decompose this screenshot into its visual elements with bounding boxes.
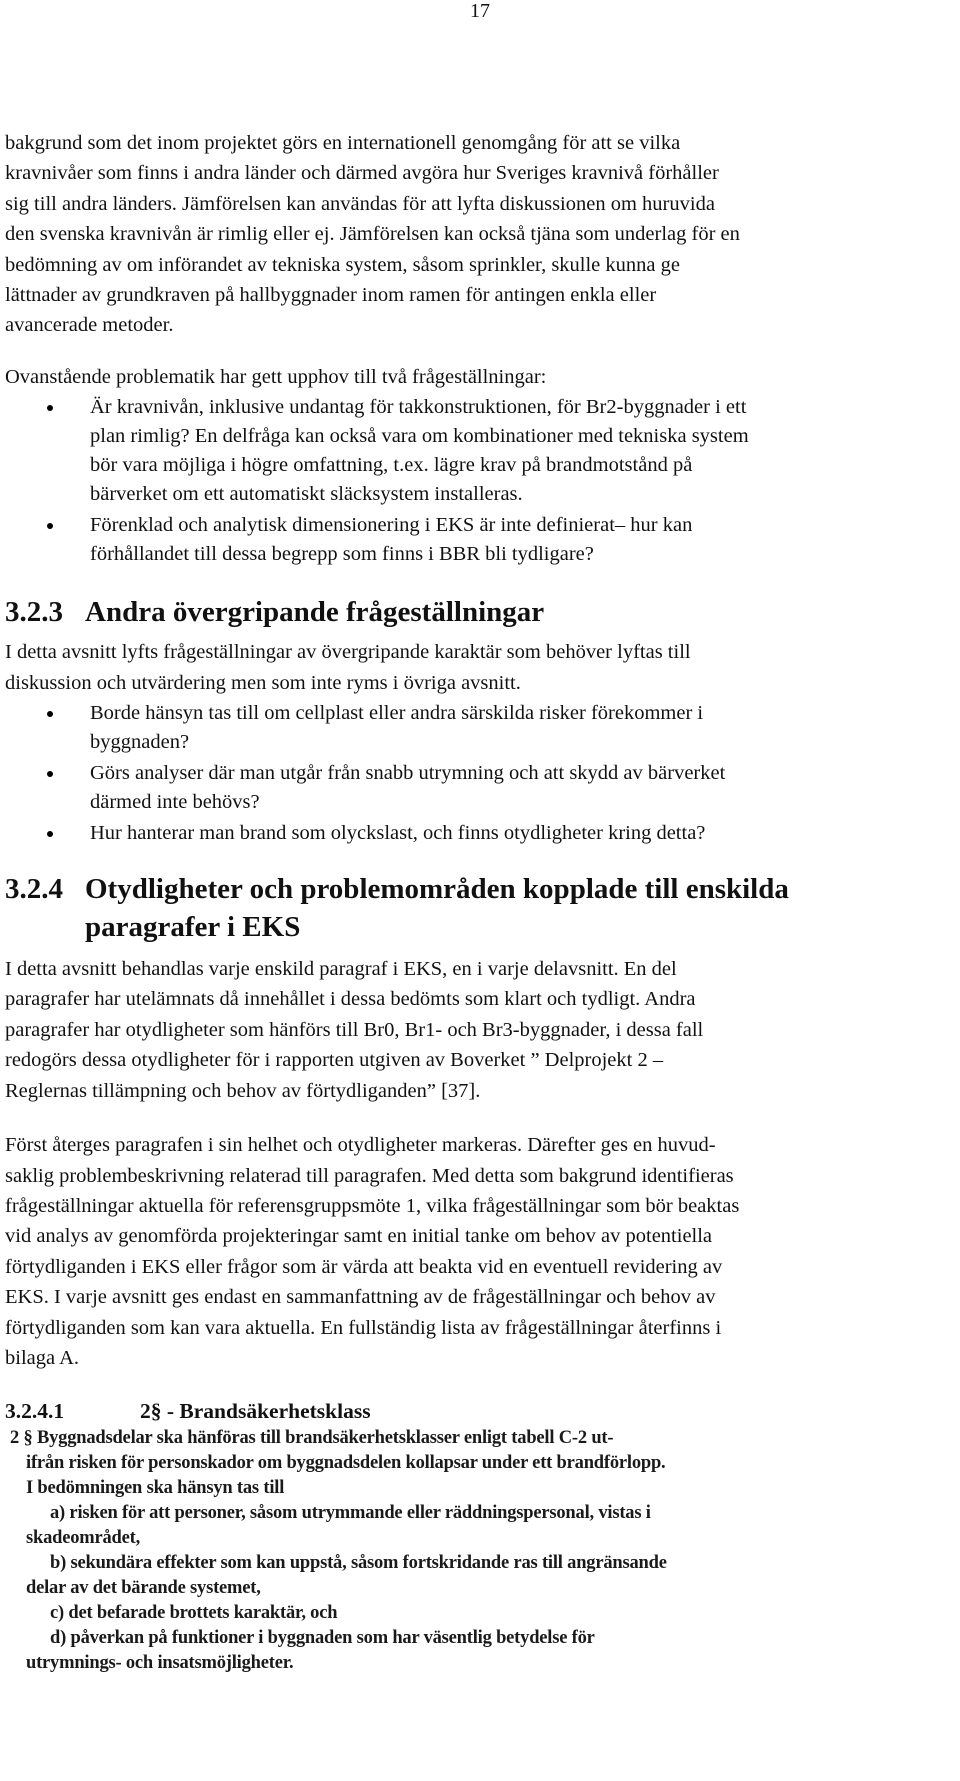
text-line: kravnivåer som finns i andra länder och därmed avgöra hur Sveriges kravnivå förhåller: [5, 162, 719, 185]
bullet-icon: [47, 405, 53, 411]
law-line: ifrån risken för personskador om byggnadsdelen kollapsar under ett brandförlopp.: [26, 1453, 666, 1474]
text-line: bedömning av om införandet av tekniska system, såsom sprinkler, skulle kunna ge: [5, 253, 680, 276]
bullet-icon: [47, 711, 53, 717]
list-item: Hur hanterar man brand som olyckslast, och finns otydligheter kring detta?: [5, 819, 955, 848]
bullet-icon: [47, 523, 53, 529]
law-line: skadeområdet,: [26, 1528, 141, 1549]
law-line: d) påverkan på funktioner i byggnaden som har väsentlig betydelse för: [50, 1628, 595, 1649]
law-line: I bedömningen ska hänsyn tas till: [26, 1478, 285, 1499]
questions-intro: Ovanstående problematik har gett upphov till två frågeställningar:: [5, 365, 547, 388]
subsection-title: 2§ - Brandsäkerhetsklass: [140, 1399, 371, 1424]
section-number: 3.2.4: [5, 873, 63, 906]
law-line: delar av det bärande systemet,: [26, 1578, 261, 1599]
law-text-excerpt: [5, 1426, 955, 1676]
bullet-icon: [47, 831, 53, 837]
section-number: 3.2.3: [5, 596, 63, 629]
section-heading-3-2-4: [5, 870, 955, 946]
section-title: Andra övergripande frågeställningar: [85, 596, 545, 629]
law-line: 2 § Byggnadsdelar ska hänföras till brandsäkerhetsklasser enligt tabell C-2 ut-: [10, 1428, 614, 1449]
section-paragraph: Först återges paragrafen i sin helhet och otydligheter markeras. Därefter ges en huvud- saklig problembeskrivning relaterad till paragrafen. Med detta som bakgrund identifieras frågeställningar aktuella för referensgruppsmöte 1, vilka frågeställningar som bör beaktas vid analys av genomförda projekteringar samt en initial tanke om behov av potentiella förtydliganden i EKS eller frågor som är värda att beakta vid en eventuell revidering av EKS. I varje avsnitt ges endast en sammanfattning av de frågeställningar och behov av förtydliganden som kan vara aktuella. En fullständig lista av frågeställningar återfinns i bilaga A.: [5, 1134, 740, 1369]
section-paragraph: I detta avsnitt behandlas varje enskild paragraf i EKS, en i varje delavsnitt. En del paragrafer har utelämnats då innehållet i dessa bedömts som klart och tydligt. Andra paragrafer har otydligheter som hänförs till Br0, Br1- och Br3-byggnader, i dessa fall redogörs dessa otydligheter för i rapporten utgiven av Boverket ” Delprojekt 2 – Reglernas tillämpning och behov av förtydliganden” [37].: [5, 958, 704, 1102]
law-line: a) risken för att personer, såsom utrymmande eller räddningspersonal, vistas i: [50, 1503, 651, 1524]
section-title: Otydligheter och problemområden kopplade till enskilda paragrafer i EKS: [85, 873, 789, 944]
text-line: avancerade metoder.: [5, 314, 174, 337]
bullet-icon: [47, 771, 53, 777]
section-intro: I detta avsnitt lyfts frågeställningar av övergripande karaktär som behöver lyftas till diskussion och utvärdering men som inte ryms i övriga avsnitt.: [5, 641, 691, 694]
overarching-questions-list: [5, 699, 955, 848]
list-item: Görs analyser där man utgår från snabb utrymning och att skydd av bärverket därmed inte behövs?: [5, 759, 955, 817]
questions-list: [5, 393, 955, 569]
page-number: 17: [470, 0, 490, 22]
list-item: Förenklad och analytisk dimensionering i EKS är inte definierat– hur kan förhållandet till dessa begrepp som finns i BBR bli tydligare?: [5, 511, 955, 569]
list-item: Borde hänsyn tas till om cellplast eller andra särskilda risker förekommer i byggnaden?: [5, 699, 955, 757]
intro-paragraph: [5, 128, 955, 341]
section-heading-3-2-3: [5, 593, 955, 631]
page-content: [5, 128, 955, 1676]
list-item: Är kravnivån, inklusive undantag för takkonstruktionen, för Br2-byggnader i ett plan rimlig? En delfråga kan också vara om kombinationer med tekniska system bör vara möjliga i högre omfattning, t.ex. lägre krav på brandmotstånd på bärverket om ett automatiskt släcksystem installeras.: [5, 393, 955, 509]
text-line: den svenska kravnivån är rimlig eller ej. Jämförelsen kan också tjäna som underlag för en: [5, 223, 740, 246]
law-line: utrymnings- och insatsmöjligheter.: [26, 1653, 294, 1674]
text-line: bakgrund som det inom projektet görs en internationell genomgång för att se vilka: [5, 132, 681, 154]
subsection-number: 3.2.4.1: [5, 1399, 65, 1424]
text-line: sig till andra länders. Jämförelsen kan användas för att lyfta diskussionen om huruvida: [5, 192, 715, 215]
subsection-heading-3-2-4-1: [5, 1397, 955, 1425]
law-line: c) det befarade brottets karaktär, och: [50, 1603, 338, 1624]
law-line: b) sekundära effekter som kan uppstå, såsom fortskridande ras till angränsande: [50, 1553, 667, 1574]
text-line: lättnader av grundkraven på hallbyggnader inom ramen för antingen enkla eller: [5, 284, 657, 307]
